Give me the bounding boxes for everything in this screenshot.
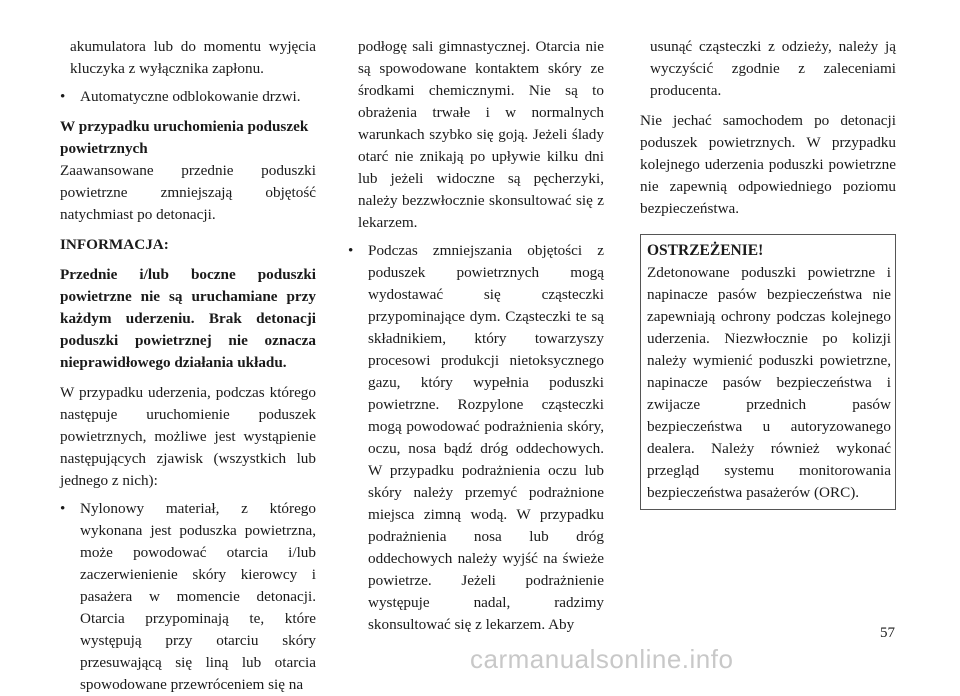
bullet-text: Nylonowy materiał, z którego wykonana jest poduszka powietrzna, może powodować otarcia i/lub zaczerwienienie skóry kierowcy i pasażera w momencie detonacji. Otarcia przypominają te, które występują przy otarciu skóry przesuwającą się liną lub otarcia spowodowane przewróceniem się na: [80, 500, 316, 693]
note-text: Przednie i/lub boczne poduszki powietrzne nie są uruchamiane przy każdym uderzeniu. Brak detonacji poduszki powietrznej nie oznacza nieprawidłowego działania układu.: [60, 266, 316, 371]
bullet-item: [348, 240, 604, 636]
body-paragraph: W przypadku uderzenia, podczas którego następuje uruchomienie poduszek powietrznych, możliwe jest wystąpienie następujących zjawisk (wszystkich lub jednego z nich):: [60, 384, 316, 489]
continued-bullet-text: podłogę sali gimnastycznej. Otarcia nie są spowodowane kontaktem skóry ze środkami chemicznymi. Nie są to obrażenia trwałe i w normalnych warunkach szybko się goją. Jeżeli ślady otarć nie znikają po upływie kilku dni lub jeżeli widoczne są pęcherzyki, należy bezzwłocznie skonsultować się z lekarzem.: [358, 38, 604, 231]
bullet-item: [60, 498, 316, 696]
body-paragraph: Zaawansowane przednie poduszki powietrzne zmniejszają objętość natychmiast po detonacji.: [60, 162, 316, 223]
column-left: [60, 36, 316, 696]
bullet-marker: •: [60, 500, 66, 517]
continued-bullet-text: usunąć cząsteczki z odzieży, należy ją wyczyścić zgodnie z zaleceniami producenta.: [650, 38, 896, 99]
column-right: [640, 36, 896, 510]
bullet-marker: •: [60, 88, 66, 105]
bullet-text: Podczas zmniejszania objętości z poduszek powietrznych mogą wydostawać się cząsteczki przypominające dym. Cząsteczki te są składnikiem, który towarzyszy procesowi produkcji nietoksycznego gazu, który wypełnia poduszki powietrzne. Rozpylone cząsteczki mogą powodować podrażnienia skóry, oczu, nosa bądź dróg oddechowych. W przypadku podrażnienia oczu lub skóry należy przemyć podrażnione miejsca zimną wodą. W przypadku podrażnienia nosa lub dróg oddechowych należy wyjść na świeże powietrze. Jeżeli podrażnienie występuje nadal, radzimy skonsultować się z lekarzem. Aby: [368, 242, 604, 633]
bullet-marker: •: [348, 242, 354, 259]
note-heading: INFORMACJA:: [60, 236, 169, 253]
continued-bullet-text: akumulatora lub do momentu wyjęcia kluczyka z wyłącznika zapłonu.: [70, 38, 316, 77]
bullet-item: [60, 86, 316, 108]
warning-box: [640, 234, 896, 510]
page-number: 57: [880, 625, 895, 641]
column-middle: [348, 36, 604, 636]
section-heading: W przypadku uruchomienia poduszek powietrznych: [60, 118, 309, 157]
warning-title: OSTRZEŻENIE!: [647, 242, 764, 259]
bullet-text: Automatyczne odblokowanie drzwi.: [80, 88, 301, 105]
watermark: carmanualsonline.info: [470, 644, 734, 674]
warning-text: Zdetonowane poduszki powietrzne i napinacze pasów bezpieczeństwa nie zapewniają ochrony podczas kolejnego uderzenia. Niezwłocznie po kolizji należy wymienić poduszki powietrzne, napinacze pasów bezpieczeństwa i zwijacze przednich pasów bezpieczeństwa u autoryzowanego dealera. Należy również wykonać przegląd systemu monitorowania bezpieczeństwa pasażerów (ORC).: [647, 264, 891, 501]
body-paragraph: Nie jechać samochodem po detonacji poduszek powietrznych. W przypadku kolejnego uderzenia poduszki powietrzne nie zapewnią odpowiedniego poziomu bezpieczeństwa.: [640, 112, 896, 217]
